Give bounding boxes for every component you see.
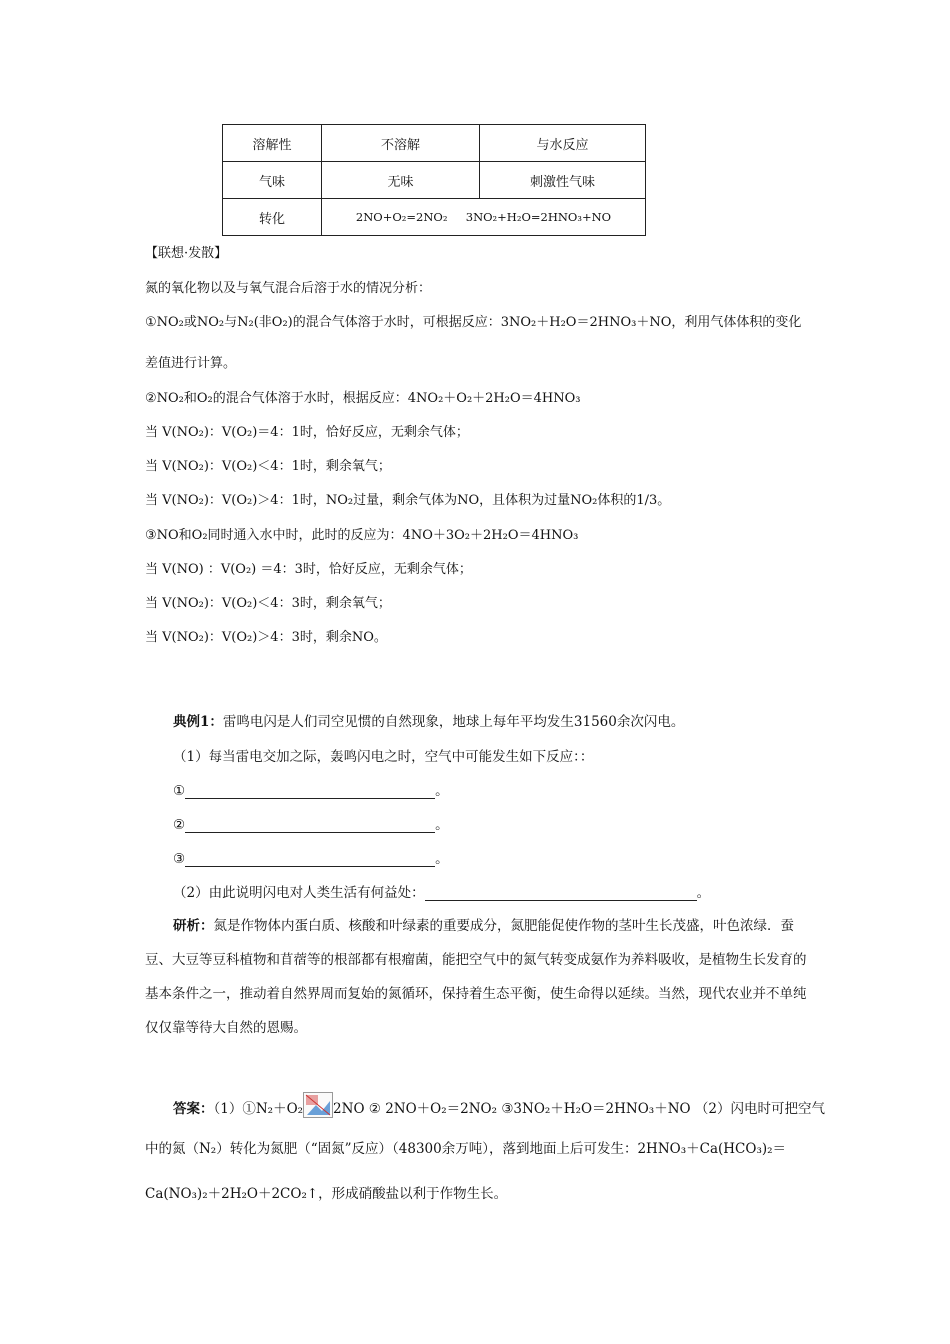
paragraph: ②NO₂和O₂的混合气体溶于水时，根据反应：4NO₂＋O₂＋2H₂O＝4HNO₃ (145, 391, 581, 406)
table-cell-no2: 3NO₂+H₂O=2HNO₃+NO (465, 210, 612, 224)
paragraph: 当 V(NO₂)：V(O₂)＞4：1时，NO₂过量，剩余气体为NO，且体积为过量NO₂体积的1/3。 (145, 493, 671, 508)
table-cell: 无味 (322, 162, 480, 199)
section-heading: 【联想·发散】 (145, 246, 228, 261)
paragraph: 当 V(NO) ：V(O₂) ＝4：3时，恰好反应，无剩余气体； (145, 562, 472, 577)
blank-number: ① (173, 783, 186, 799)
paragraph: 差值进行计算。 (145, 356, 237, 371)
answer-text: （1）①N₂＋O₂ (213, 1101, 304, 1117)
answer-line-2: 中的氮（N₂）转化为氮肥（“固氮”反应）（48300余万吨），落到地面上后可发生：2HNO₃＋Ca(HCO₃)₂＝ (145, 1141, 787, 1157)
blank-end: 。 (435, 851, 449, 867)
answer-blank[interactable] (185, 784, 435, 799)
answer-blank[interactable] (425, 886, 697, 901)
analysis-text: 氮是作物体内蛋白质、核酸和叶绿素的重要成分，氮肥能促使作物的茎叶生长茂盛，叶色浓绿．蚕豆、大豆等豆科植物和苜蓿等的根部都有根瘤菌，能把空气中的氮气转变成氨作为养料吸收，是植物生长发育的基本条件之一，推动着自然界周而复始的氮循环，保持着生态平衡，使生命得以延续。当然，现代农业并不单纯仅仅靠等待大自然的恩赐。 (145, 918, 807, 1036)
question-2 (173, 881, 710, 901)
blank-number: ③ (173, 851, 186, 867)
answer-label: 答案： (173, 1101, 214, 1117)
paragraph: 当 V(NO₂)：V(O₂)＜4：1时，剩余氧气； (145, 459, 391, 474)
answer-line-1 (173, 1092, 825, 1118)
blank-number: ② (173, 817, 186, 833)
example-text: 雷鸣电闪是人们司空见惯的自然现象，地球上每年平均发生31560余次闪电。 (222, 714, 685, 730)
table-cell (322, 199, 646, 236)
blank-line-1 (173, 779, 449, 799)
analysis-label: 研析： (173, 918, 214, 934)
example-label: 典例1： (173, 714, 223, 730)
example-title (173, 710, 684, 730)
paragraph: ③NO和O₂同时通入水中时，此时的反应为：4NO＋3O₂＋2H₂O＝4HNO₃ (145, 528, 579, 543)
table-row (223, 199, 646, 236)
answer-line-3: Ca(NO₃)₂＋2H₂O＋2CO₂↑，形成硝酸盐以利于作物生长。 (145, 1186, 508, 1202)
blank-end: 。 (435, 817, 449, 833)
answer-blank[interactable] (185, 852, 435, 867)
blank-line-3 (173, 847, 449, 867)
question-1: （1）每当雷电交加之际，轰鸣闪电之时，空气中可能发生如下反应：： (173, 749, 594, 765)
blank-end: 。 (435, 783, 449, 799)
table-row (223, 125, 646, 162)
paragraph: 氮的氧化物以及与氧气混合后溶于水的情况分析： (145, 281, 432, 296)
table-cell: 刺激性气味 (480, 162, 646, 199)
table-cell: 与水反应 (480, 125, 646, 162)
table-cell: 转化 (223, 199, 322, 236)
broken-image-icon (303, 1092, 333, 1118)
table-cell: 气味 (223, 162, 322, 199)
table-cell: 溶解性 (223, 125, 322, 162)
table-cell-no: 2NO+O₂=2NO₂ (355, 210, 448, 224)
paragraph: 当 V(NO₂)：V(O₂)＞4：3时，剩余NO。 (145, 630, 387, 645)
paragraph: ①NO₂或NO₂与N₂(非O₂)的混合气体溶于水时，可根据反应：3NO₂＋H₂O＝2HNO₃＋NO，利用气体体积的变化 (145, 315, 802, 330)
answer-blank[interactable] (185, 818, 435, 833)
paragraph: 当 V(NO₂)：V(O₂)＝4：1时，恰好反应，无剩余气体； (145, 425, 469, 440)
question-2-text: （2）由此说明闪电对人类生活有何益处： (173, 885, 425, 901)
answer-text: 2NO ② 2NO＋O₂＝2NO₂ ③3NO₂＋H₂O＝2HNO₃＋NO （2）闪电时可把空气 (333, 1101, 825, 1117)
table-row (223, 162, 646, 199)
blank-end: 。 (696, 885, 711, 901)
analysis-paragraph (145, 909, 813, 1045)
paragraph: 当 V(NO₂)：V(O₂)＜4：3时，剩余氧气； (145, 596, 391, 611)
table-cell: 不溶解 (322, 125, 480, 162)
blank-line-2 (173, 813, 449, 833)
properties-table (222, 124, 646, 236)
